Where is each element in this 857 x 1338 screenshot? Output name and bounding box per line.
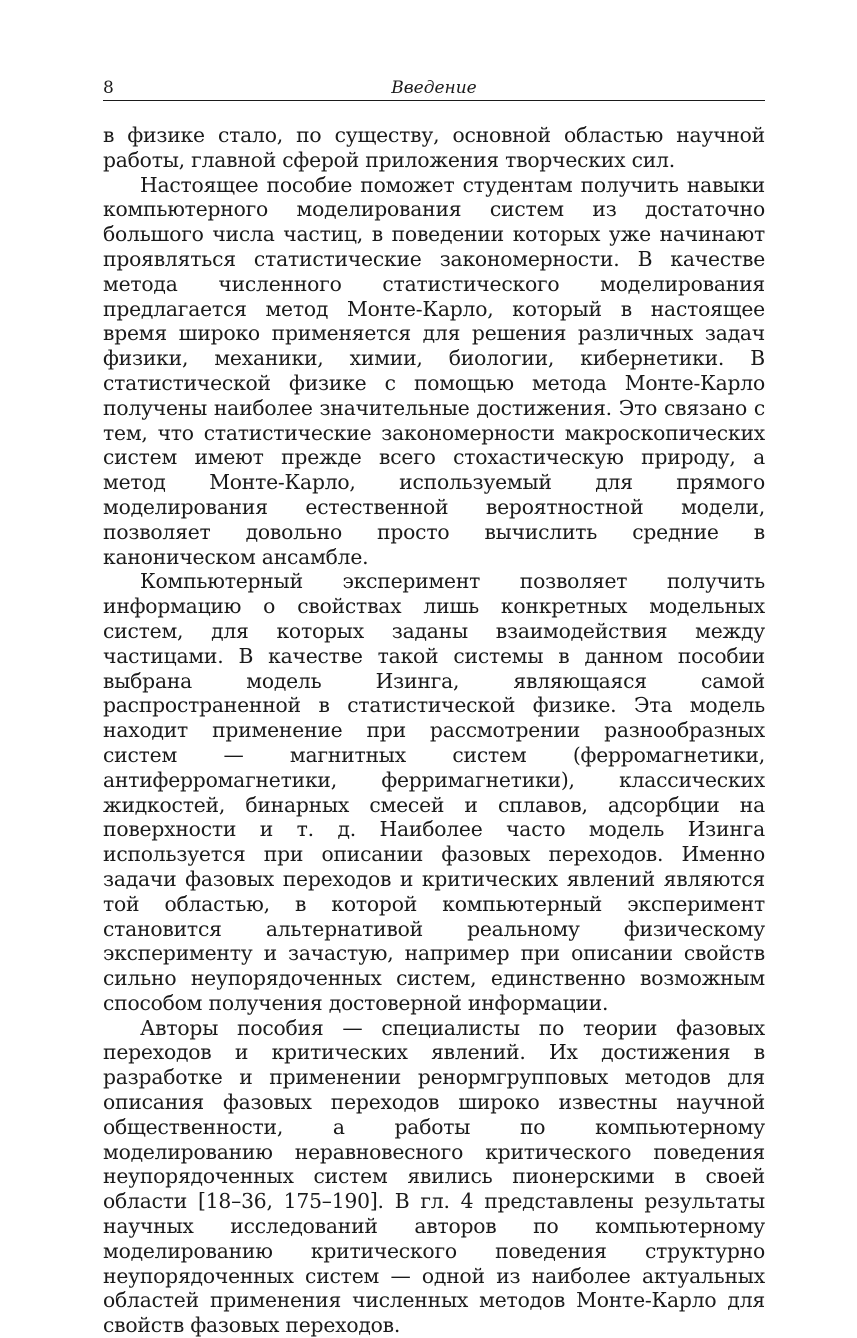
paragraph: Компьютерный эксперимент позволяет получить информацию о свойствах лишь конкретных модельных систем, для которых заданы взаимодействия между частицами. В качестве такой системы в данном пособии выбрана модель Изинга, являющаяся самой распространенной в статистической физике. Эта модель находит применение при рассмотрении разнообразных систем — магнитных систем (ферромагнетики, антиферромагнетики, ферримагнетики), классических жидкостей, бинарных смесей и сплавов, адсорбции на поверхности и т. д. Наиболее часто модель Изинга используется при описании фазовых переходов. Именно задачи фазовых переходов и критических явлений являются той областью, в которой компьютерный эксперимент становится альтернативой реальному физическому эксперименту и зачастую, например при описании свойств сильно неупорядоченных систем, единственно возможным способом получения достоверной информации.: [103, 569, 765, 1015]
section-title: Введение: [391, 78, 477, 98]
running-head: [103, 78, 765, 101]
paragraph: Авторы пособия — специалисты по теории фазовых переходов и критических явлений. Их достижения в разработке и применении ренормгрупповых методов для описания фазовых переходов широко известны научной общественности, а работы по компьютерному моделированию неравновесного критического поведения неупорядоченных систем явились пионерскими в своей области [18–36, 175–190]. В гл. 4 представлены результаты научных исследований авторов по компьютерному моделированию критического поведения структурно неупорядоченных систем — одной из наиболее актуальных областей применения численных методов Монте-Карло для свойств фазовых переходов.: [103, 1015, 765, 1338]
paragraph-continued: в физике стало, по существу, основной областью научной работы, главной сферой приложения творческих сил.: [103, 123, 765, 172]
book-page: [103, 78, 765, 1338]
paragraph: Настоящее пособие поможет студентам получить навыки компьютерного моделирования систем из достаточно большого числа частиц, в поведении которых уже начинают проявляться статистические закономерности. В качестве метода численного статистического моделирования предлагается метод Монте-Карло, который в настоящее время широко применяется для решения различных задач физики, механики, химии, биологии, кибернетики. В статистической физике с помощью метода Монте-Карло получены наиболее значительные достижения. Это связано с тем, что статистические закономерности макроскопических систем имеют прежде всего стохастическую природу, а метод Монте-Карло, используемый для прямого моделирования естественной вероятностной модели, позволяет довольно просто вычислить средние в каноническом ансамбле.: [103, 172, 765, 569]
body-text: [103, 123, 765, 1338]
page-number: 8: [103, 78, 114, 98]
